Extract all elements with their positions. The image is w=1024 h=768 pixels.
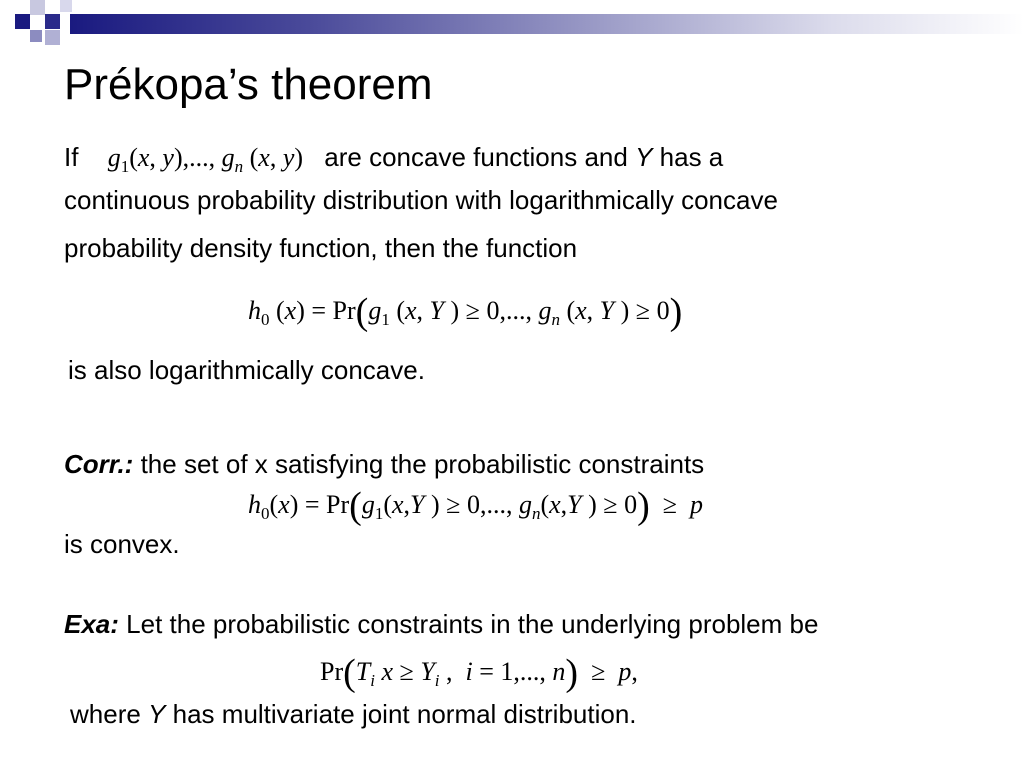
exa-line xyxy=(64,609,818,640)
header-square-light xyxy=(30,0,45,15)
header-square-lavender xyxy=(60,0,72,12)
equation-constraint: $h_0(x) = Pr(g_1(x,Y$ ) ≥ 0,..., $g_n(x,Y$ ) ≥ 0) ≥ p xyxy=(248,485,704,527)
para1-line1 xyxy=(64,142,723,177)
para1-after-Y: has a xyxy=(659,142,724,172)
exa-after-Y: has multivariate joint normal distribution. xyxy=(172,699,637,729)
exa-where-line xyxy=(70,699,637,730)
equation-h0-definition: $h_0$ $(x) = Pr(g_1$ (x, Y ) ≥ 0,..., $g_n$ (x, Y ) ≥ 0) xyxy=(248,291,683,333)
corr-after: is convex. xyxy=(64,529,180,559)
corr-label: Corr.: xyxy=(64,449,134,479)
header-square-blue xyxy=(30,30,42,42)
para1-var-Y: Y xyxy=(635,142,653,172)
header-square-navy-small xyxy=(45,14,60,29)
slide-title: Prékopa’s theorem xyxy=(64,60,433,109)
g-functions-math: $g_1(x$, y),..., $g_n$ (x, y) xyxy=(107,143,304,176)
corr-text: the set of x satisfying the probabilistic constraints xyxy=(140,449,705,479)
para1-if: If xyxy=(64,142,79,172)
exa-text: Let the probabilistic constraints in the underlying problem be xyxy=(126,609,819,639)
exa-label: Exa: xyxy=(64,609,119,639)
equation-example: $Pr(T_i$ $x \ge Y_i$ , i = 1,..., n) ≥ p, xyxy=(320,652,638,694)
para1-after-math: are concave functions and xyxy=(324,142,628,172)
exa-where: where xyxy=(70,699,141,729)
para1-line2: continuous probability distribution with logarithmically concave xyxy=(64,185,778,215)
header-square-navy xyxy=(15,14,30,29)
para1-line3: probability density function, then the function xyxy=(64,233,578,263)
corr-line xyxy=(64,449,704,480)
conclusion-text: is also logarithmically concave. xyxy=(68,355,425,385)
exa-var-Y: Y xyxy=(148,699,166,729)
header-square-pale xyxy=(45,30,60,45)
header-gradient-bar xyxy=(70,14,1024,34)
